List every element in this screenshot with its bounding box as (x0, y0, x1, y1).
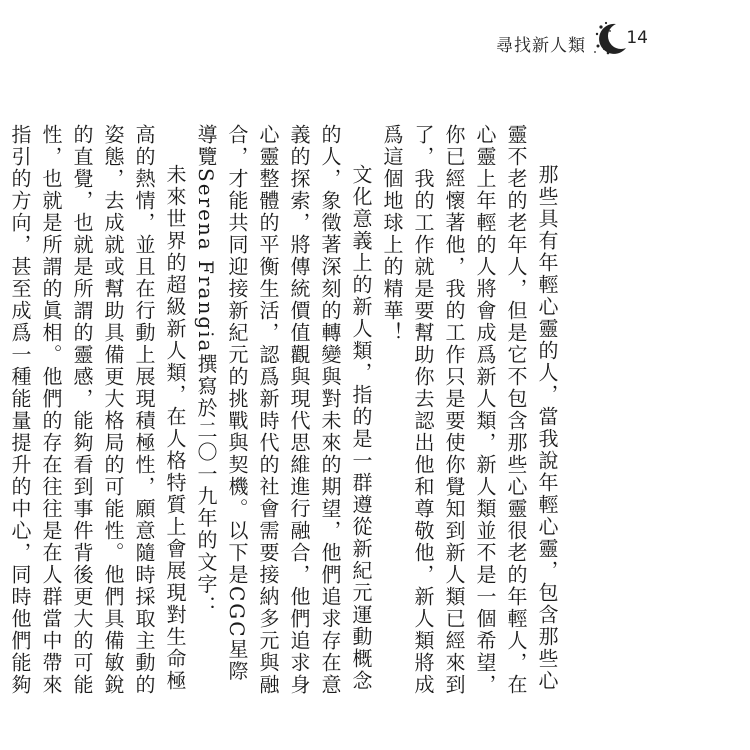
page-number: 14 (626, 28, 648, 48)
running-header (496, 18, 632, 58)
paragraph-2: 文化意義上的新人類，指的是一群遵從新紀元運動概念的人，象徵著深刻的轉變與對未來的期望，他們追求存在意義的探索，將傳統價值觀與現代思維進行融合，他們追求身心靈整體的平衡生活，認爲新時代的社會需要接納多元與融合，才能共同迎接新紀元的挑戰與契機。以下是CGC星際導覽Serena Frangia撰寫於二〇一九年的文字： (194, 124, 373, 696)
paragraph-3: 未來世界的超級新人類，在人格特質上會展現對生命極高的熱情，並且在行動上展現積極性，願意隨時採取主動的姿態，去成就或幫助具備更大格局的可能性。他們具備敏銳的直覺，也就是所謂的靈感，能夠看到事件背後更大的可能性，也就是所謂的眞相。他們的存在往往是在人群當中帶來指引的方向，甚至成爲一種能量提升的中心，同時他們能夠 (8, 124, 187, 696)
paragraph-1: 那些具有年輕心靈的人，當我說年輕心靈，包含那些心靈不老的老年人，但是它不包含那些心靈很老的年輕人，在心靈上年輕的人將會成爲新人類，新人類並不是一個希望，你已經懷著他，我的工作只是要使你覺知到新人類已經來到了，我的工作就是要幫助你去認出他和尊敬他，新人類將成爲這個地球上的精華！ (380, 124, 559, 696)
body-text (8, 124, 562, 704)
chapter-title: 尋找新人類 (496, 35, 586, 56)
